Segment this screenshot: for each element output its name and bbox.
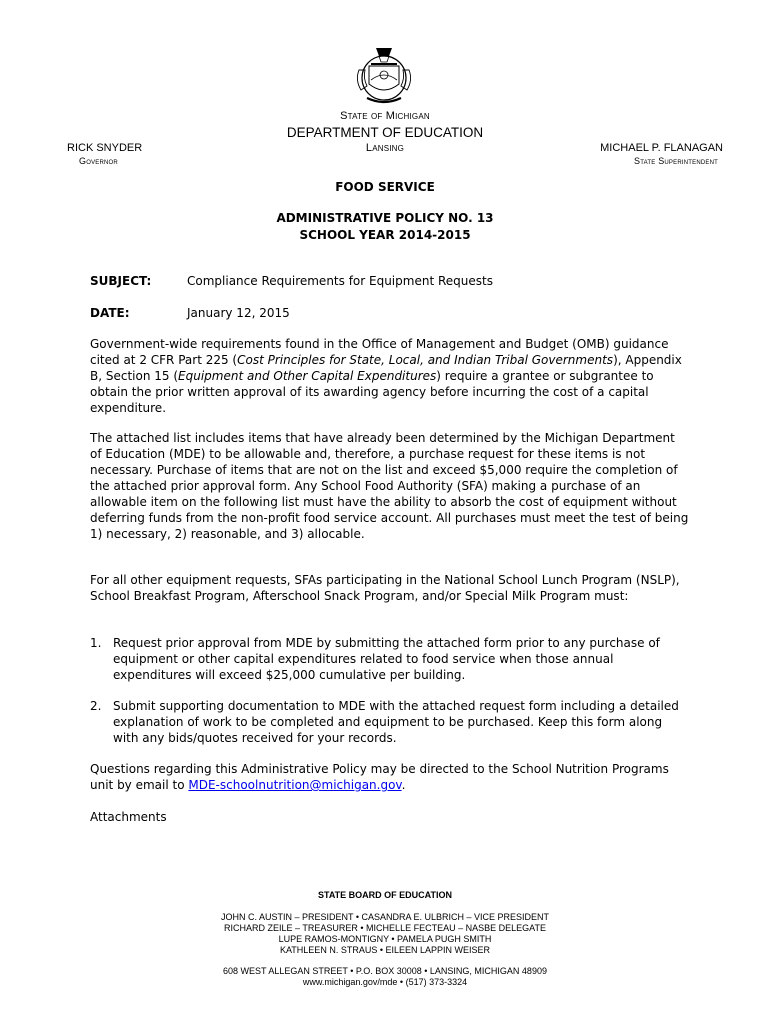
p4-text-b: . bbox=[401, 778, 406, 792]
superintendent-title: State Superintendent bbox=[634, 156, 718, 166]
board-line-3: LUPE RAMOS-MONTIGNY • PAMELA PUGH SMITH bbox=[278, 934, 492, 944]
list-item-text: Submit supporting documentation to MDE with the attached request form including a detailed explanation of work to be completed and equipment to be purchased. Keep this form along with any bids/quotes received for your records. bbox=[113, 699, 679, 745]
attachments-label: Attachments bbox=[90, 810, 167, 824]
board-line-4: KATHLEEN N. STRAUS • EILEEN LAPPIN WEISER bbox=[279, 945, 491, 955]
program-heading: FOOD SERVICE bbox=[335, 180, 435, 194]
subject-value: Compliance Requirements for Equipment Requests bbox=[187, 274, 493, 288]
date-value: January 12, 2015 bbox=[187, 306, 290, 320]
p1-title-cost-principles: Cost Principles for State, Local, and Indian Tribal Governments bbox=[237, 353, 614, 367]
board-title: STATE BOARD OF EDUCATION bbox=[318, 890, 452, 900]
paragraph-questions bbox=[90, 761, 690, 793]
paragraph-allowable-list bbox=[90, 430, 690, 542]
footer-address-block bbox=[0, 966, 770, 988]
list-item-text: Request prior approval from MDE by submitting the attached form prior to any purchase of equipment or other capital expenditures related to food service when those annual expenditures will exceed $25,000 cumulative per building. bbox=[113, 636, 660, 682]
p2-text: The attached list includes items that have already been determined by the Michigan Department of Education (MDE) to be allowable and, therefore, a purchase request for these items is not necessary. Purchase of items that are not on the list and exceed $5,000 require the completion of the attached prior approval form. Any School Food Authority (SFA) making a purchase of an allowable item on the following list must have the ability to absorb the cost of equipment without deferring funds from the non-profit food service account. All purchases must meet the test of being 1) necessary, 2) reasonable, and 3) allocable. bbox=[90, 431, 689, 541]
p1-text-a: Government-wide requirements found in the Office of Management and Budget (OMB) guidance cited at 2 CFR Part 225 ( bbox=[90, 337, 669, 367]
p1-title-equipment: Equipment and Other Capital Expenditures bbox=[178, 369, 437, 383]
school-year-heading: SCHOOL YEAR 2014-2015 bbox=[299, 228, 471, 242]
michigan-state-seal-icon bbox=[349, 40, 419, 110]
state-name: State of Michigan bbox=[340, 110, 430, 122]
list-item-number: 1. bbox=[90, 636, 102, 650]
governor-title: Governor bbox=[79, 156, 118, 166]
p4-text-a: Questions regarding this Administrative Policy may be directed to the School Nutrition Programs unit by email to bbox=[90, 762, 669, 792]
board-members bbox=[0, 912, 770, 956]
date-label: DATE: bbox=[90, 306, 130, 320]
board-line-2: RICHARD ZEILE – TREASURER • MICHELLE FECTEAU – NASBE DELEGATE bbox=[224, 923, 546, 933]
mailing-address: 608 WEST ALLEGAN STREET • P.O. BOX 30008 • LANSING, MICHIGAN 48909 bbox=[223, 966, 547, 976]
list-item-number: 2. bbox=[90, 699, 102, 713]
contact-info: www.michigan.gov/mde • (517) 373-3324 bbox=[302, 977, 468, 987]
board-line-1: JOHN C. AUSTIN – PRESIDENT • CASANDRA E. ULBRICH – VICE PRESIDENT bbox=[220, 912, 550, 922]
list-item bbox=[90, 698, 690, 746]
paragraph-other-requests bbox=[90, 572, 690, 604]
p1-text-e: ) require a grantee or subgrantee to obtain the prior written approval of its awarding agency before incurring the cost of a capital expenditure. bbox=[90, 369, 654, 415]
department-name: DEPARTMENT OF EDUCATION bbox=[286, 125, 484, 140]
paragraph-omb-requirements bbox=[90, 336, 690, 416]
p1-text-c: ), Appendix B, Section 15 ( bbox=[90, 353, 682, 383]
governor-name: RICK SNYDER bbox=[67, 142, 143, 154]
superintendent-name: MICHAEL P. FLANAGAN bbox=[600, 142, 723, 154]
policy-heading: ADMINISTRATIVE POLICY NO. 13 bbox=[276, 211, 494, 225]
subject-label: SUBJECT: bbox=[90, 274, 152, 288]
email-link[interactable]: MDE-schoolnutrition@michigan.gov bbox=[188, 778, 402, 792]
list-item bbox=[90, 635, 690, 683]
city-name: Lansing bbox=[365, 142, 405, 154]
p3-text: For all other equipment requests, SFAs participating in the National School Lunch Program (NSLP), School Breakfast Program, Afterschool Snack Program, and/or Special Milk Program must: bbox=[90, 573, 680, 603]
